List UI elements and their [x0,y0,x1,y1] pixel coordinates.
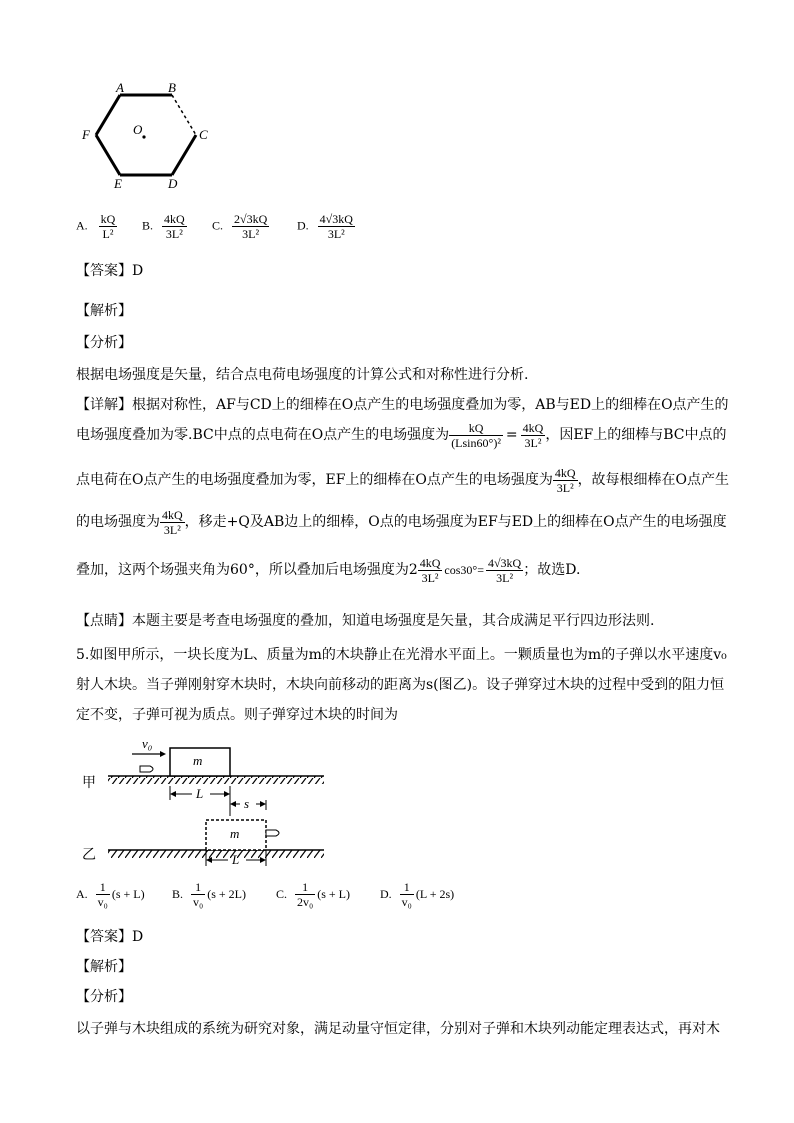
q5-fenxi-text: 以子弹与木块组成的系统为研究对象，满足动量守恒定律，分别对子弹和木块列动能定理表达式，再对木 [76,1021,720,1037]
option-tail: (s + L) [317,887,350,901]
detail-text: ；故选D. [523,562,581,578]
length-label-yi: L [232,852,240,867]
detail-text: 点电荷在O点产生的电场强度叠加为零，EF上的细棒在O点产生的电场强度为 [76,472,553,488]
q5-option-d [380,880,454,909]
q4-jiexi-heading: 【解析】 [76,303,132,319]
option-letter: A. [76,218,88,233]
frac-num: 4kQ [164,212,185,226]
option-fraction [162,212,187,241]
frac-den: v₀ [97,895,108,909]
fig-yi-label: 乙 [82,847,96,863]
fig-jia-label: 甲 [82,775,96,791]
q5-stem-line1: 5.如图甲所示，一块长度为L、质量为m的木块静止在光滑水平面上。一颗质量也为m的子弹以水平速度v₀ [76,647,727,663]
option-letter: A. [76,887,88,901]
frac-den: (Lsin60°)² [451,435,501,450]
frac-num: 2√3kQ [234,212,268,226]
detail-fraction [160,508,185,537]
detail-fraction [486,556,523,585]
detail-text: ，移走+Q及AB边上的细棒，O点的电场强度为EF与ED上的细棒在O点产生的电场强度 [184,514,727,530]
vertex-e-label: E [114,176,122,191]
q4-detail-line5 [76,550,580,590]
q4-fenxi-heading: 【分析】 [76,335,132,351]
q4-dianjing: 【点睛】本题主要是考查电场强度的叠加，知道电场强度是矢量，其合成满足平行四边形法则. [76,613,655,629]
q4-detail-line1: 【详解】根据对称性，AF与CD上的细棒在O点产生的电场强度叠加为零，AB与ED上的细棒在O点产生的 [76,397,729,413]
frac-den: 2v₀ [297,895,314,909]
q4-detail-line4 [76,504,727,540]
option-letter: C. [212,218,224,233]
frac-den: 3L² [496,570,514,585]
bullet-block-figure [76,738,336,868]
frac-num: 4kQ [162,507,183,522]
option-fraction [400,880,414,909]
frac-num: 1 [295,880,315,895]
q4-detail-line3 [76,462,729,498]
hexagon-figure [76,80,216,195]
detail-fraction [418,556,443,585]
frac-num: 1 [96,880,110,895]
frac-den: v₀ [401,895,412,909]
q5-option-b [172,880,246,909]
option-letter: B. [142,218,154,233]
q5-option-a [76,880,145,909]
center-o-label: O [133,122,143,137]
vertex-d-label: D [168,176,178,191]
q4-option-a [76,212,117,241]
option-tail: (L + 2s) [415,887,455,901]
detail-text: ，因EF上的细棒与BC中点的 [545,427,727,443]
frac-den: L² [102,227,114,241]
length-label-jia: L [196,786,204,801]
detail-fraction [521,421,546,450]
option-letter: B. [172,887,184,901]
distance-s-label: s [244,796,250,811]
q4-answer: 【答案】D [76,263,144,279]
hexagon-diagram [76,80,216,195]
option-fraction [99,212,118,241]
q4-detail-line2 [76,418,727,452]
q5-option-c [276,880,350,909]
equals-sign: = [505,427,518,443]
q4-fenxi-text: 根据电场强度是矢量，结合点电荷电场强度的计算公式和对称性进行分析. [76,367,529,383]
q5-answer: 【答案】D [76,929,144,945]
frac-num: 4kQ [554,465,576,480]
frac-den: 3L² [163,522,181,537]
vertex-b-label: B [168,80,176,95]
vertex-a-label: A [116,80,124,95]
detail-text: 电场强度叠加为零.BC中点的点电荷在O点产生的电场强度为 [76,427,450,443]
frac-den: v₀ [193,895,204,909]
option-fraction [232,212,269,241]
frac-num: 1 [191,880,205,895]
option-fraction [295,880,315,909]
frac-den: 3L² [556,480,574,495]
bullet-block-diagram [76,738,336,868]
detail-text: 的电场强度为 [76,514,160,530]
q5-jiexi-heading: 【解析】 [76,959,132,975]
frac-den: 3L² [421,570,439,585]
option-tail: (s + L) [111,887,145,901]
option-fraction [191,880,205,909]
option-fraction [318,212,355,241]
option-fraction [96,880,110,909]
frac-num: 4kQ [419,555,441,570]
detail-fraction [449,421,503,450]
q4-option-c [212,212,269,241]
frac-num: 1 [400,880,414,895]
mass-label-jia: m [193,753,203,768]
q5-stem-line3: 定不变，子弹可视为质点。则子弹穿过木块的时间为 [76,707,398,723]
v0-label: v₀ [142,736,153,751]
frac-num: kQ [449,421,503,436]
q5-stem-line2: 射人木块。当子弹刚射穿木块时，木块向前移动的距离为s(图乙)。设子弹穿过木块的过程中受到的阻力恒 [76,677,725,693]
q5-fenxi-heading: 【分析】 [76,989,132,1005]
option-letter: C. [276,887,288,901]
vertex-f-label: F [82,127,90,142]
q4-option-d [297,212,355,241]
option-tail: (s + 2L) [207,887,246,901]
detail-text: ，故每根细棒在O点产生 [577,472,730,488]
frac-num: 4√3kQ [319,212,353,226]
frac-den: 3L² [524,435,542,450]
frac-num: 4kQ [522,420,544,435]
frac-num: 4√3kQ [487,555,522,570]
vertex-c-label: C [199,127,208,142]
option-letter: D. [297,218,309,233]
frac-den: 3L² [242,227,260,241]
option-letter: D. [380,887,392,901]
detail-fraction [553,466,578,495]
frac-den: 3L² [165,227,183,241]
mass-label-yi: m [230,826,240,841]
frac-num: kQ [100,212,116,226]
detail-text: 叠加，这两个场强夹角为60°，所以叠加后电场强度为2 [76,562,418,578]
frac-den: 3L² [327,227,345,241]
cos-term: cos30°= [444,563,484,577]
q4-option-b [142,212,187,241]
